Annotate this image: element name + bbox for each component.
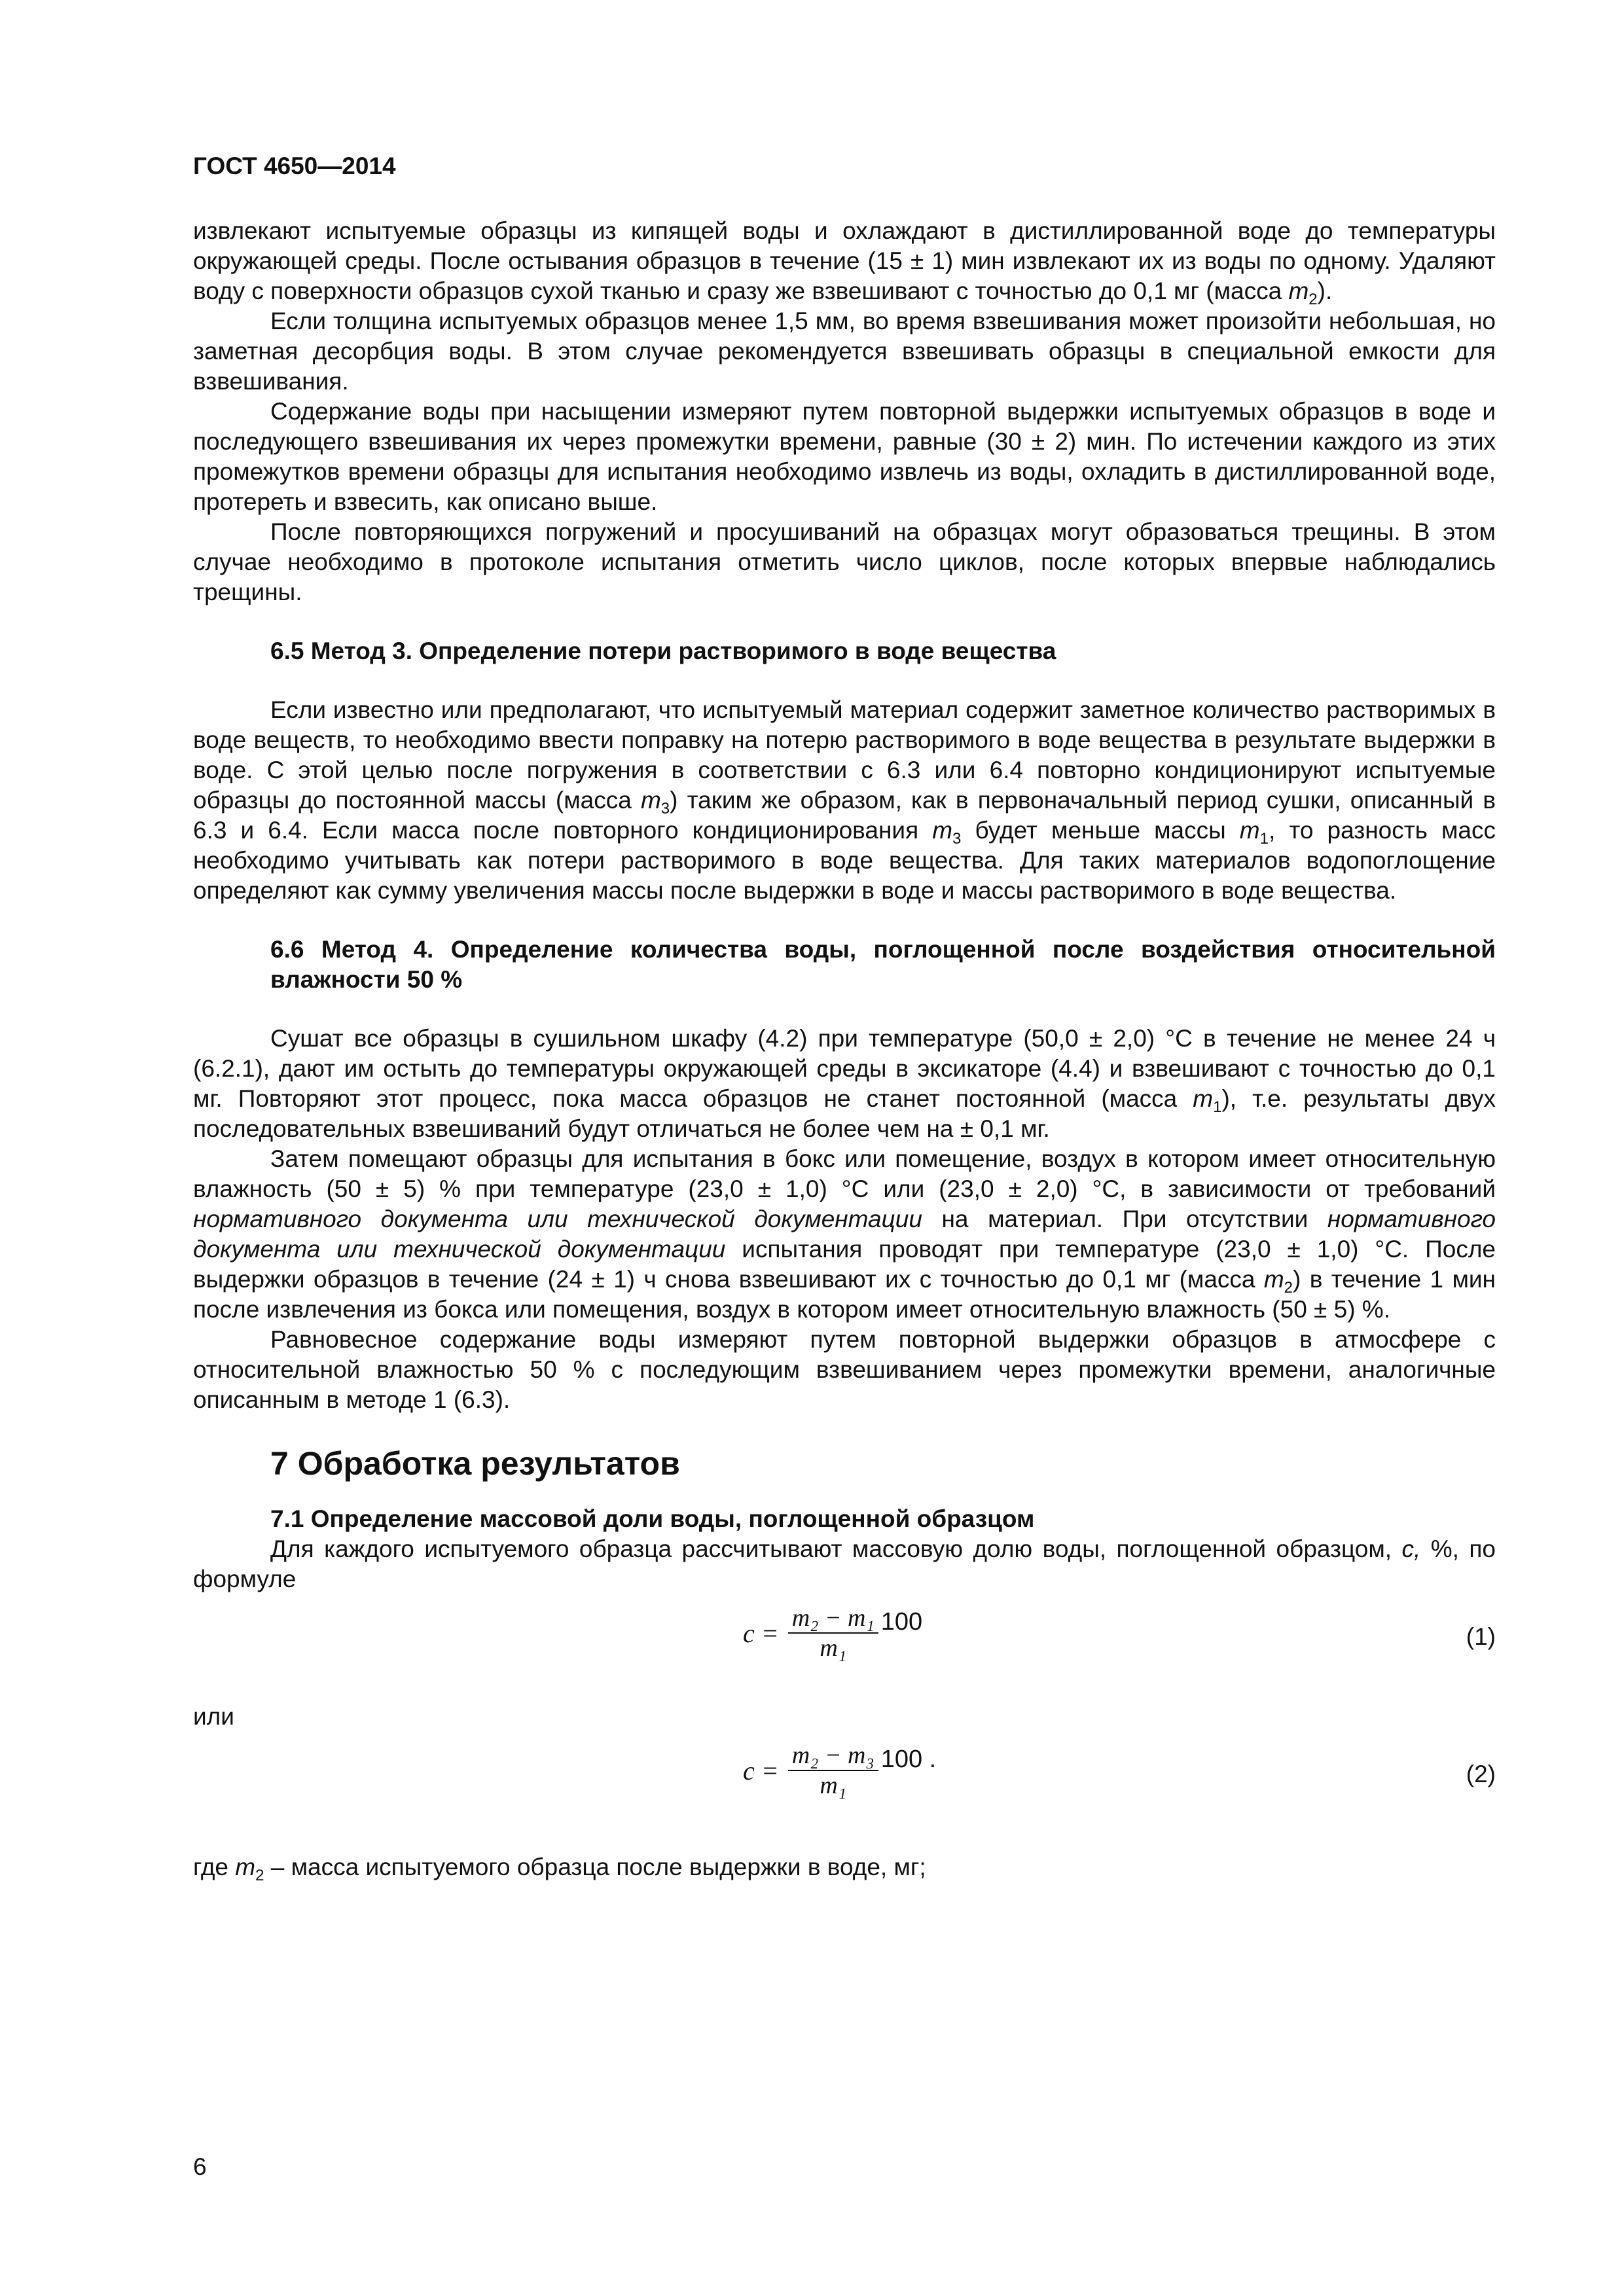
formula-2 [193,1741,1496,1839]
formula-1 [193,1604,1496,1702]
connector-text: или [193,1703,234,1730]
document-header: ГОСТ 4650—2014 [193,152,396,179]
section-heading-6-6: 6.6 Метод 4. Определение количества воды, поглощенной после воздействия относительной влажности 50 % [270,936,1496,993]
formula-numerator: m₂ − m₃ [791,1742,875,1769]
paragraph: Для каждого испытуемого образца рассчитывают массовую долю воды, поглощенной образцом, с, %, по формуле [193,1535,1496,1592]
paragraph: Если толщина испытуемых образцов менее 1,5 мм, во время взвешивания может произойти небольшая, но заметная десорбция воды. В этом случае рекомендуется взвешивать образцы в специальной емкости для взвешивания. [193,308,1496,395]
paragraph: Затем помещают образцы для испытания в бокс или помещение, воздух в котором имеет относительную влажность (50 ± 5) % при температуре (23,0 ± 1,0) °С или (23,0 ± 2,0) °С, в зависимости от требований нормативного документа или технической документации на материал. При отсутствии нормативного документа или технической документации испытания проводят при температуре (23,0 ± 1,0) °С. После выдержки образцов в течение (24 ± 1) ч снова взвешивают их с точностью до 0,1 мг (масса $m_2$) в течение 1 мин после извлечения из бокса или помещения, воздух в котором имеет относительную влажность (50 ± 5) %. [193,1145,1496,1323]
section-heading-7-1: 7.1 Определение массовой доли воды, поглощенной образцом [270,1505,1035,1532]
formula-multiplier: 100 . [880,1745,937,1773]
paragraph: извлекают испытуемые образцы из кипящей воды и охлаждают в дистиллированной воде до температуры окружающей среды. После остывания образцов в течение (15 ± 1) мин извлекают их из воды по одному. Удаляют воду с поверхности образцов сухой тканью и сразу же взвешивают с точностью до 0,1 мг (масса $m_2$). [193,217,1496,308]
paragraph: Сушат все образцы в сушильном шкафу (4.2) при температуре (50,0 ± 2,0) °С в течение не менее 24 ч (6.2.1), дают им остыть до температуры окружающей среды в эксикаторе (4.4) и взвешивают с точностью до 0,1 мг. Повторяют этот процесс, пока масса образцов не станет постоянной (масса $m_1$), т.е. результаты двух последовательных взвешиваний будут отличаться не более чем на ± 0,1 мг. [193,1025,1496,1142]
paragraph: Если известно или предполагают, что испытуемый материал содержит заметное количество растворимых в воде веществ, то необходимо ввести поправку на потерю растворимого в воде вещества в результате выдержки в воде. С этой целью после погружения в соответствии с 6.3 или 6.4 повторно кондиционируют испытуемые образцы до постоянной массы (масса $m_3$) таким же образом, как в первоначальный период сушки, описанный в 6.3 и 6.4. Если масса после повторного кондиционирования $m_3$ будет меньше массы $m_1$, то разность масс необходимо учитывать как потери растворимого в воде вещества. Для таких материалов водопоглощение определяют как сумму увеличения массы после выдержки в воде и массы растворимого в воде вещества. [193,696,1496,904]
formula-numerator: m₂ − m₁ [791,1604,875,1632]
formula-lhs: c = [743,1618,779,1648]
paragraph: Содержание воды при насыщении измеряют путем повторной выдержки испытуемых образцов в воде и последующего взвешивания их через промежутки времени, равные (30 ± 2) мин. По истечении каждого из этих промежутков времени образцы для испытания необходимо извлечь из воды, охладить в дистиллированной воде, протереть и взвесить, как описано выше. [193,398,1496,515]
formula-multiplier: 100 [880,1607,923,1636]
document-body [193,216,1496,1882]
section-heading-7: 7 Обработка результатов [270,1445,680,1482]
formula-denominator: m₁ [820,1772,847,1799]
equation-number: (2) [1466,1761,1496,1787]
page-number: 6 [193,2153,207,2180]
formula-denominator: m₁ [820,1634,847,1662]
where-clause: где $m_2$ – масса испытуемого образца после выдержки в воде, мг; [193,1854,926,1884]
paragraph: Равновесное содержание воды измеряют путем повторной выдержки образцов в атмосфере с относительной влажностью 50 % с последующим взвешиванием через промежутки времени, аналогичные описанным в методе 1 (6.3). [193,1326,1496,1413]
formula-lhs: c = [743,1755,779,1785]
paragraph: После повторяющихся погружений и просушиваний на образцах могут образоваться трещины. В этом случае необходимо в протоколе испытания отметить число циклов, после которых впервые наблюдались трещины. [193,518,1496,605]
equation-number: (1) [1466,1623,1496,1650]
section-heading-6-5: 6.5 Метод 3. Определение потери растворимого в воде вещества [270,637,1056,664]
